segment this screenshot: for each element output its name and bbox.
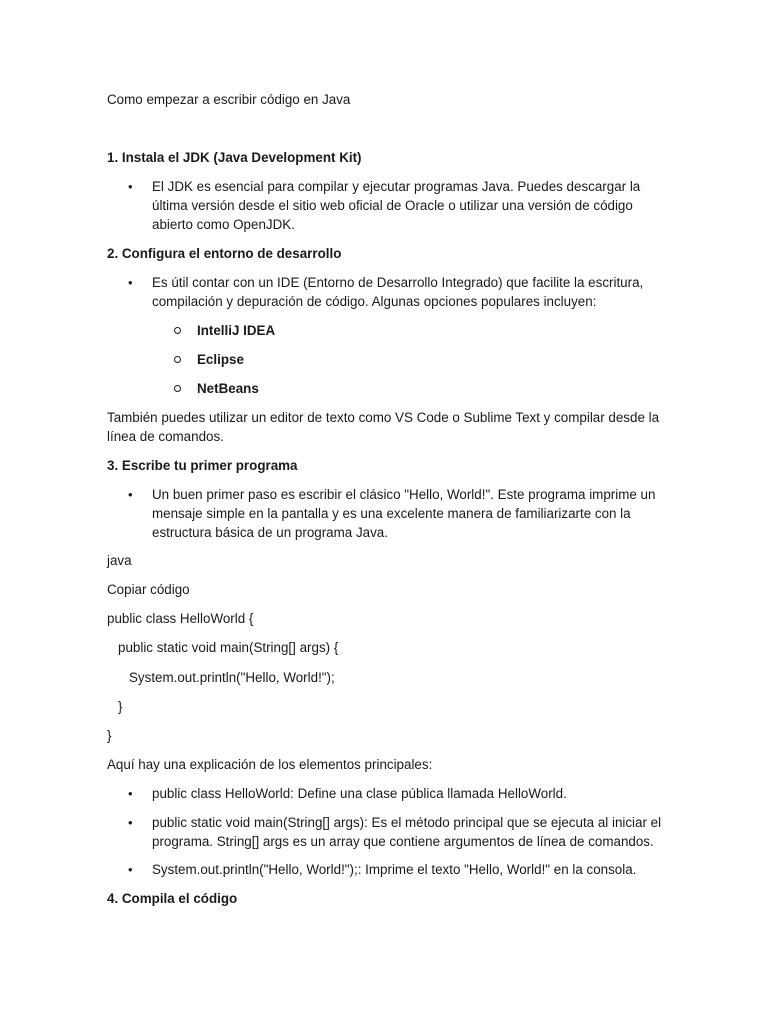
copy-code-label: Copiar código [107,582,190,597]
ide-intellij: IntelliJ IDEA [197,323,276,338]
sub-bullet-circle [174,356,181,363]
section-3-heading: 3. Escribe tu primer programa [107,458,298,473]
section-1-heading: 1. Instala el JDK (Java Development Kit) [107,150,362,165]
bullet-dot: • [128,179,133,194]
section-3-text-line-1: Un buen primer paso es escribir el clásico "Hello, World!". Este programa imprime un [152,487,656,502]
bullet-dot: • [128,815,133,830]
ide-netbeans: NetBeans [197,381,259,396]
section-2-heading: 2. Configura el entorno de desarrollo [107,246,342,261]
section-1-text-line-2: última versión desde el sitio web oficial de Oracle o utilizar una versión de código [152,198,633,213]
code-line-4: } [118,699,123,714]
explanation-intro: Aquí hay una explicación de los elementos principales: [107,757,433,772]
section-2-text-line-2: compilación y depuración de código. Algunas opciones populares incluyen: [152,294,597,309]
bullet-dot: • [128,786,133,801]
code-language-label: java [107,553,132,568]
code-line-5: } [107,728,112,743]
sub-bullet-circle [174,327,181,334]
explanation-item-3: System.out.println("Hello, World!");: Imprime el texto "Hello, World!" en la consola. [152,862,637,877]
code-line-3: System.out.println("Hello, World!"); [129,670,335,685]
code-line-2: public static void main(String[] args) { [118,640,339,655]
document-title: Como empezar a escribir código en Java [107,92,351,107]
sub-bullet-circle [174,385,181,392]
explanation-item-1: public class HelloWorld: Define una clase pública llamada HelloWorld. [152,786,567,801]
section-2-note-line-1: También puedes utilizar un editor de texto como VS Code o Sublime Text y compilar desde la [107,410,660,425]
explanation-item-2-line-2: programa. String[] args es un array que contiene argumentos de línea de comandos. [152,834,654,849]
section-3-text-line-3: estructura básica de un programa Java. [152,525,388,540]
section-4-heading: 4. Compila el código [107,891,238,906]
bullet-dot: • [128,862,133,877]
section-1-text-line-3: abierto como OpenJDK. [152,217,295,232]
bullet-dot: • [128,487,133,502]
ide-eclipse: Eclipse [197,352,244,367]
section-1-text-line-1: El JDK es esencial para compilar y ejecutar programas Java. Puedes descargar la [152,179,641,194]
section-3-text-line-2: mensaje simple en la pantalla y es una excelente manera de familiarizarte con la [152,506,631,521]
code-line-1: public class HelloWorld { [107,611,254,626]
section-2-text-line-1: Es útil contar con un IDE (Entorno de Desarrollo Integrado) que facilite la escritura, [152,275,644,290]
explanation-item-2-line-1: public static void main(String[] args): Es el método principal que se ejecuta al iniciar el [152,815,662,830]
bullet-dot: • [128,275,133,290]
section-2-note-line-2: línea de comandos. [107,429,224,444]
